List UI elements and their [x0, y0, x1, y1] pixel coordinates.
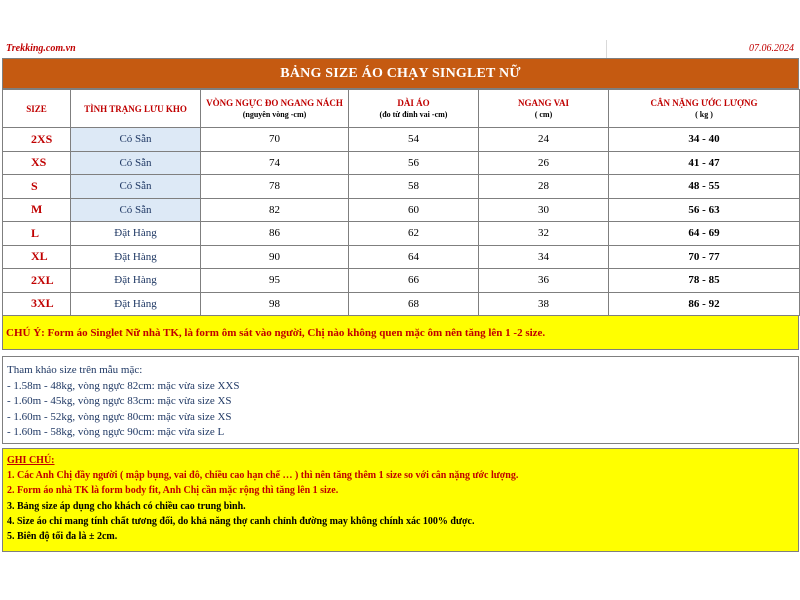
- length-cell: 68: [349, 292, 479, 316]
- table-row: [3, 198, 800, 222]
- note-item: 4. Size áo chỉ mang tính chất tương đối, do khả năng thợ canh chỉnh đường may không chính xác 100% được.: [7, 515, 475, 527]
- size-cell: XL: [3, 245, 71, 269]
- shoulder-cell: 30: [479, 198, 609, 222]
- weight-cell: 64 - 69: [609, 222, 800, 246]
- shoulder-cell: 32: [479, 222, 609, 246]
- shoulder-cell: 36: [479, 269, 609, 293]
- reference-item: - 1.58m - 48kg, vòng ngực 82cm: mặc vừa size XXS: [7, 379, 240, 392]
- weight-cell: 70 - 77: [609, 245, 800, 269]
- col-header-shoulder: NGANG VAI ( cm): [479, 90, 609, 128]
- table-row: [3, 151, 800, 175]
- col-header-chest: VÒNG NGỰC ĐO NGANG NÁCH (nguyên vòng -cm): [201, 90, 349, 128]
- shoulder-cell: 38: [479, 292, 609, 316]
- chest-cell: 98: [201, 292, 349, 316]
- weight-cell: 48 - 55: [609, 175, 800, 199]
- note-item: 2. Form áo nhà TK là form body fit, Anh Chị cần mặc rộng thì tăng lên 1 size.: [7, 485, 339, 497]
- table-row: [3, 245, 800, 269]
- table-row: [3, 222, 800, 246]
- table-row: [3, 269, 800, 293]
- reference-item: - 1.60m - 52kg, vòng ngực 80cm: mặc vừa size XS: [7, 410, 232, 423]
- shoulder-cell: 34: [479, 245, 609, 269]
- weight-cell: 41 - 47: [609, 151, 800, 175]
- length-cell: 66: [349, 269, 479, 293]
- col-header-length: DÀI ÁO (đo từ đỉnh vai -cm): [349, 90, 479, 128]
- note-item: 1. Các Anh Chị đầy người ( mập bụng, vai đô, chiều cao hạn chế … ) thì nên tăng thêm 1 size so với cân nặng ước lượng.: [7, 470, 519, 482]
- divider: [606, 40, 607, 58]
- col-header-stock: TÌNH TRẠNG LƯU KHO: [71, 90, 201, 128]
- reference-section: [2, 356, 799, 444]
- stock-cell: Có Sẵn: [71, 151, 201, 175]
- size-cell: S: [3, 175, 71, 199]
- size-sheet: [2, 58, 799, 552]
- notes-section: [2, 448, 799, 552]
- weight-cell: 34 - 40: [609, 128, 800, 152]
- chest-cell: 78: [201, 175, 349, 199]
- length-cell: 62: [349, 222, 479, 246]
- chest-cell: 82: [201, 198, 349, 222]
- weight-cell: 86 - 92: [609, 292, 800, 316]
- size-cell: 3XL: [3, 292, 71, 316]
- stock-cell: Đặt Hàng: [71, 269, 201, 293]
- length-cell: 56: [349, 151, 479, 175]
- chest-cell: 86: [201, 222, 349, 246]
- shoulder-cell: 28: [479, 175, 609, 199]
- note-item: 3. Bảng size áp dụng cho khách có chiều cao trung bình.: [7, 500, 246, 512]
- chest-cell: 90: [201, 245, 349, 269]
- size-cell: M: [3, 198, 71, 222]
- chest-cell: 95: [201, 269, 349, 293]
- col-header-weight: CÂN NẶNG ƯỚC LƯỢNG ( kg ): [609, 90, 800, 128]
- table-row: [3, 292, 800, 316]
- shoulder-cell: 26: [479, 151, 609, 175]
- chest-cell: 70: [201, 128, 349, 152]
- stock-cell: Đặt Hàng: [71, 245, 201, 269]
- size-cell: XS: [3, 151, 71, 175]
- sheet-title: BẢNG SIZE ÁO CHẠY SINGLET NỮ: [2, 58, 799, 89]
- size-cell: 2XL: [3, 269, 71, 293]
- weight-cell: 78 - 85: [609, 269, 800, 293]
- length-cell: 64: [349, 245, 479, 269]
- stock-cell: Có Sẵn: [71, 128, 201, 152]
- length-cell: 54: [349, 128, 479, 152]
- reference-item: - 1.60m - 45kg, vòng ngực 83cm: mặc vừa size XS: [7, 395, 232, 407]
- shoulder-cell: 24: [479, 128, 609, 152]
- table-row: [3, 128, 800, 152]
- length-cell: 60: [349, 198, 479, 222]
- weight-cell: 56 - 63: [609, 198, 800, 222]
- stock-cell: Đặt Hàng: [71, 222, 201, 246]
- stock-cell: Đặt Hàng: [71, 292, 201, 316]
- notes-heading: GHI CHÚ:: [7, 455, 55, 466]
- stock-cell: Có Sẵn: [71, 175, 201, 199]
- reference-heading: Tham khảo size trên mẫu mặc:: [7, 364, 143, 376]
- size-cell: 2XS: [3, 128, 71, 152]
- size-cell: L: [3, 222, 71, 246]
- col-header-size: SIZE: [3, 90, 71, 128]
- note-item: 5. Biên độ tối đa là ± 2cm.: [7, 531, 118, 543]
- stock-cell: Có Sẵn: [71, 198, 201, 222]
- length-cell: 58: [349, 175, 479, 199]
- site-name: Trekking.com.vn: [6, 43, 76, 54]
- fit-warning-note: CHÚ Ý: Form áo Singlet Nữ nhà TK, là form ôm sát vào người, Chị nào không quen mặc ôm nên tăng lên 1 -2 size.: [2, 316, 799, 350]
- reference-item: - 1.60m - 58kg, vòng ngực 90cm: mặc vừa size L: [7, 426, 225, 438]
- chest-cell: 74: [201, 151, 349, 175]
- document-date: 07.06.2024: [749, 43, 794, 54]
- size-table: [2, 89, 800, 316]
- table-header-row: [3, 90, 800, 128]
- table-row: [3, 175, 800, 199]
